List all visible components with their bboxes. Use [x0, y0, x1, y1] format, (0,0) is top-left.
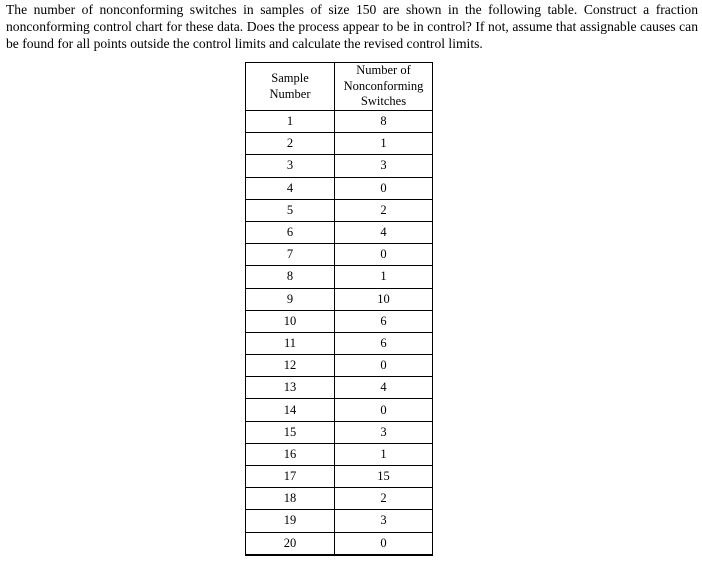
sample-number-cell: 11 [246, 332, 335, 354]
sample-number-cell: 16 [246, 443, 335, 465]
nonconforming-count-cell: 3 [335, 510, 433, 532]
nonconforming-count-cell: 10 [335, 288, 433, 310]
nonconforming-count-cell: 1 [335, 133, 433, 155]
table-body [246, 111, 433, 555]
sample-number-cell: 5 [246, 199, 335, 221]
sample-number-cell: 3 [246, 155, 335, 177]
question-text: The number of nonconforming switches in samples of size 150 are shown in the following table. Construct a fraction nonconforming control chart for these data. Does the process appear to be in control? If not, assume that assignable causes can be found for all points outside the control limits and calculate the revised control limits. [6, 2, 698, 51]
nonconforming-count-cell: 8 [335, 111, 433, 133]
nonconforming-count-cell: 1 [335, 266, 433, 288]
table-row [246, 244, 433, 266]
nonconforming-count-cell: 1 [335, 443, 433, 465]
table-row [246, 199, 433, 221]
sample-number-cell: 10 [246, 310, 335, 332]
table-header-row [246, 63, 433, 111]
table-row [246, 155, 433, 177]
nonconforming-count-cell: 3 [335, 421, 433, 443]
nonconforming-count-cell: 0 [335, 244, 433, 266]
table-row [246, 288, 433, 310]
nonconforming-count-cell: 0 [335, 532, 433, 555]
table-row [246, 332, 433, 354]
nonconforming-count-cell: 0 [335, 177, 433, 199]
nonconforming-count-cell: 0 [335, 355, 433, 377]
header-count-line1: Number of [356, 63, 411, 78]
sample-number-cell: 2 [246, 133, 335, 155]
sample-number-cell: 15 [246, 421, 335, 443]
sample-number-cell: 12 [246, 355, 335, 377]
header-nonconforming-count [335, 63, 433, 111]
sample-number-cell: 14 [246, 399, 335, 421]
header-sample-line2: Number [269, 86, 311, 101]
table-row [246, 443, 433, 465]
nonconforming-count-cell: 2 [335, 199, 433, 221]
table-row [246, 466, 433, 488]
table-row [246, 266, 433, 288]
sample-number-cell: 4 [246, 177, 335, 199]
nonconforming-count-cell: 2 [335, 488, 433, 510]
table-row [246, 355, 433, 377]
sample-number-cell: 6 [246, 221, 335, 243]
sample-number-cell: 19 [246, 510, 335, 532]
table-row [246, 421, 433, 443]
table-row [246, 532, 433, 555]
sample-number-cell: 1 [246, 111, 335, 133]
table-row [246, 488, 433, 510]
nonconforming-count-cell: 6 [335, 310, 433, 332]
nonconforming-count-cell: 0 [335, 399, 433, 421]
table-row [246, 377, 433, 399]
table-row [246, 310, 433, 332]
sample-number-cell: 13 [246, 377, 335, 399]
nonconforming-count-cell: 4 [335, 221, 433, 243]
header-count-line3: Switches [360, 94, 407, 109]
header-count-line2: Nonconforming [343, 78, 424, 93]
table-row [246, 399, 433, 421]
header-sample-number [246, 63, 335, 111]
nonconforming-count-cell: 15 [335, 466, 433, 488]
nonconforming-count-cell: 6 [335, 332, 433, 354]
header-sample-line1: Sample [271, 71, 309, 85]
table-row [246, 177, 433, 199]
sample-number-cell: 18 [246, 488, 335, 510]
sample-number-cell: 7 [246, 244, 335, 266]
sample-number-cell: 20 [246, 532, 335, 555]
table-row [246, 111, 433, 133]
nonconforming-count-cell: 3 [335, 155, 433, 177]
sample-number-cell: 17 [246, 466, 335, 488]
nonconforming-count-cell: 4 [335, 377, 433, 399]
sample-number-cell: 9 [246, 288, 335, 310]
data-table [245, 62, 433, 556]
sample-number-cell: 8 [246, 266, 335, 288]
table-row [246, 221, 433, 243]
table-row [246, 133, 433, 155]
table-row [246, 510, 433, 532]
